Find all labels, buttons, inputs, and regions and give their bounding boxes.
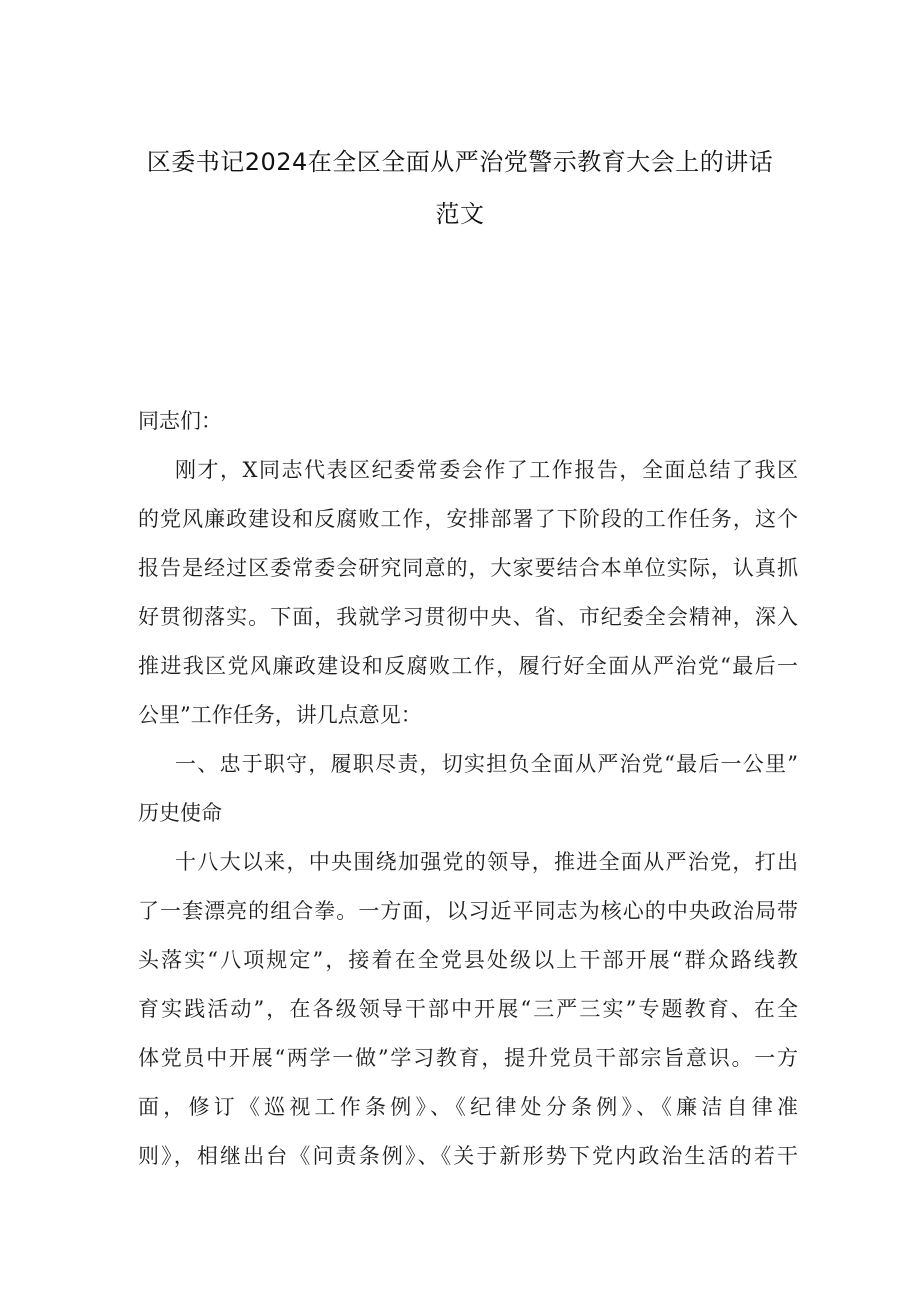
paragraph-line: 体党员中开展“两学一做”学习教育，提升党员干部宗旨意识。一方	[138, 1046, 798, 1070]
paragraph-line: 刚才，X同志代表区纪委常委会作了工作报告，全面总结了我区	[175, 458, 798, 482]
document-title-line-1: 区委书记2024在全区全面从严治党警示教育大会上的讲话	[146, 148, 774, 176]
paragraph-line: 十八大以来，中央围绕加强党的领导，推进全面从严治党，打出	[175, 850, 798, 874]
paragraph-line: 公里”工作任务，讲几点意见：	[138, 703, 422, 727]
paragraph-line: 推进我区党风廉政建设和反腐败工作，履行好全面从严治党“最后一	[138, 654, 798, 678]
section-heading-line: 一、忠于职守，履职尽责，切实担负全面从严治党“最后一公里”	[175, 752, 798, 776]
document-title-line-2: 范文	[435, 200, 485, 228]
salutation: 同志们：	[138, 409, 222, 433]
paragraph-line: 育实践活动”，在各级领导干部中开展“三严三实”专题教育、在全	[138, 997, 798, 1021]
paragraph-line: 的党风廉政建设和反腐败工作，安排部署了下阶段的工作任务，这个	[138, 507, 798, 531]
section-heading-line: 历史使命	[138, 801, 222, 825]
paragraph-line: 则》，相继出台《问责条例》、《关于新形势下党内政治生活的若干	[138, 1144, 798, 1168]
paragraph-line: 报告是经过区委常委会研究同意的，大家要结合本单位实际，认真抓	[138, 556, 798, 580]
paragraph-line: 面，修订《巡视工作条例》、《纪律处分条例》、《廉洁自律准	[138, 1095, 798, 1119]
paragraph-line: 好贯彻落实。下面，我就学习贯彻中央、省、市纪委全会精神，深入	[138, 605, 798, 629]
paragraph-line: 了一套漂亮的组合拳。一方面，以习近平同志为核心的中央政治局带	[138, 899, 798, 923]
paragraph-line: 头落实“八项规定”，接着在全党县处级以上干部开展“群众路线教	[138, 948, 798, 972]
